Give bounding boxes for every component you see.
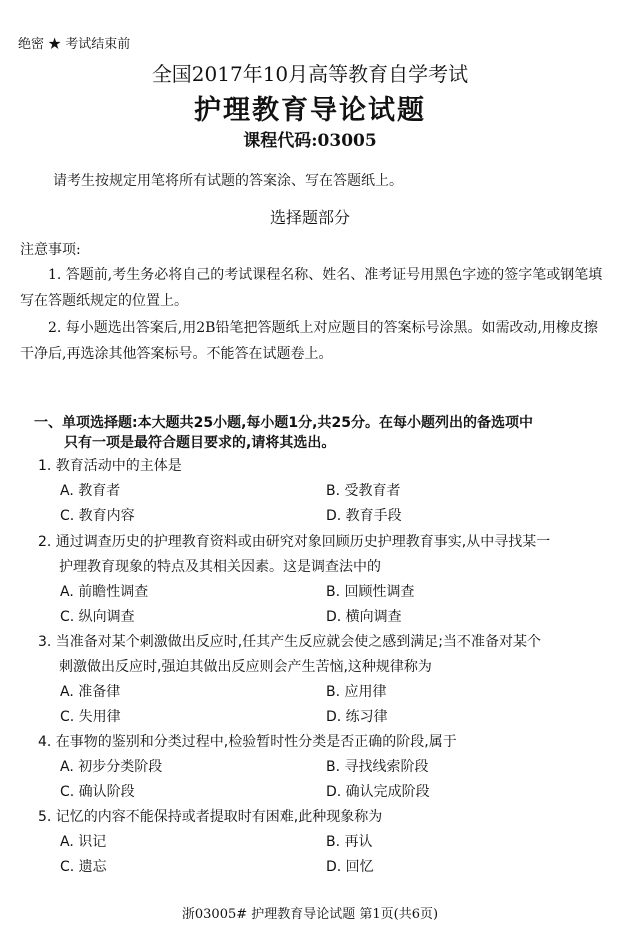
option-group <box>38 580 600 630</box>
option-group <box>38 830 600 880</box>
question <box>38 630 600 730</box>
part-heading-line: 一、单项选择题:本大题共25小题,每小题1分,共25分。在每小题列出的备选项中 <box>34 415 533 431</box>
question-stem: 2. 通过调查历史的护理教育资料或由研究对象回顾历史护理教育事实,从中寻找某一 <box>38 534 551 550</box>
confidential-mark: 绝密 ★ 考试结束前 <box>18 37 131 52</box>
option: C. 纵向调查 <box>60 609 135 625</box>
option: C. 教育内容 <box>60 508 135 524</box>
option: D. 练习律 <box>326 709 388 725</box>
option: B. 受教育者 <box>326 483 401 499</box>
option: A. 准备律 <box>60 684 121 700</box>
option: C. 确认阶段 <box>60 784 135 800</box>
question <box>38 730 600 805</box>
option: A. 教育者 <box>60 483 121 499</box>
question-stem: 4. 在事物的鉴别和分类过程中,检验暂时性分类是否正确的阶段,属于 <box>38 734 457 750</box>
question-stem: 刺激做出反应时,强迫其做出反应则会产生苦恼,这种规律称为 <box>59 659 432 675</box>
exam-name: 全国2017年10月高等教育自学考试 <box>151 62 469 86</box>
option-group <box>38 479 600 529</box>
option: A. 识记 <box>60 834 107 850</box>
option: D. 横向调查 <box>326 609 402 625</box>
paper-title: 护理教育导论试题 <box>194 95 426 126</box>
page-footer: 浙03005# 护理教育导论试题 第1页(共6页) <box>181 907 439 922</box>
note-item: 1. 答题前,考生务必将自己的考试课程名称、姓名、准考证号用黑色字迹的签字笔或钢笔填写在答题纸规定的位置上。 <box>20 267 603 309</box>
question <box>38 530 600 630</box>
answer-instruction: 请考生按规定用笔将所有试题的答案涂、写在答题纸上。 <box>53 173 403 189</box>
note-item: 2. 每小题选出答案后,用2B铅笔把答题纸上对应题目的答案标号涂黑。如需改动,用橡皮擦干净后,再选涂其他答案标号。不能答在试题卷上。 <box>20 320 598 362</box>
notes-heading: 注意事项: <box>20 242 81 258</box>
question <box>38 454 600 529</box>
question-stem: 5. 记忆的内容不能保持或者提取时有困难,此种现象称为 <box>38 809 383 825</box>
option-group <box>38 680 600 730</box>
part-heading <box>34 413 604 453</box>
part-heading-line: 只有一项是最符合题目要求的,请将其选出。 <box>64 435 336 451</box>
option-group <box>38 755 600 805</box>
option: D. 教育手段 <box>326 508 402 524</box>
question <box>38 805 600 880</box>
option: D. 确认完成阶段 <box>326 784 430 800</box>
option: C. 遗忘 <box>60 859 107 875</box>
course-code: 课程代码:03005 <box>243 131 377 151</box>
question-stem: 3. 当准备对某个刺激做出反应时,任其产生反应就会使之感到满足;当不准备对某个 <box>38 634 541 650</box>
option: B. 寻找线索阶段 <box>326 759 429 775</box>
option: D. 回忆 <box>326 859 374 875</box>
question-stem: 1. 教育活动中的主体是 <box>38 458 182 474</box>
option: A. 初步分类阶段 <box>60 759 163 775</box>
option: A. 前瞻性调查 <box>60 584 149 600</box>
question-stem: 护理教育现象的特点及其相关因素。这是调查法中的 <box>59 559 381 575</box>
option: B. 应用律 <box>326 684 387 700</box>
section-title: 选择题部分 <box>269 208 350 227</box>
option: B. 再认 <box>326 834 373 850</box>
option: C. 失用律 <box>60 709 121 725</box>
option: B. 回顾性调查 <box>326 584 415 600</box>
